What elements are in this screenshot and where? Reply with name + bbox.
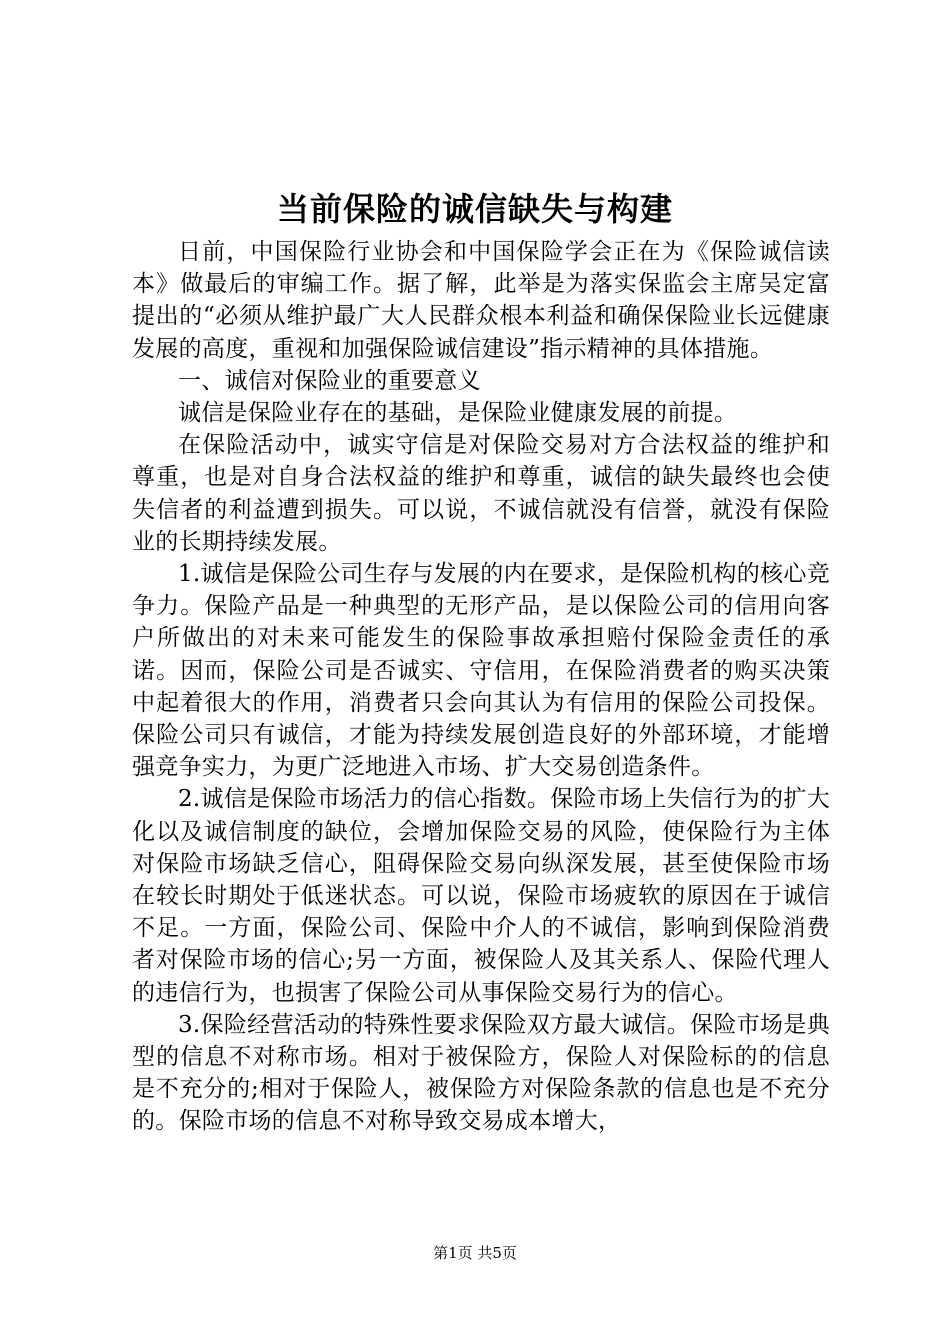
paragraph-foundation: 诚信是保险业存在的基础，是保险业健康发展的前提。	[178, 400, 738, 427]
section-heading: 一、诚信对保险业的重要意义	[178, 367, 481, 394]
paragraph-intro: 日前，中国保险行业协会和中国保险学会正在为《保险诚信读本》做最后的审编工作。据了解，此举是为落实保监会主席吴定富提出的“必须从维护最广大人民群众根本利益和确保保险业长远健康发展的高度，重视和加强保险诚信建设”指示精神的具体措施。	[132, 239, 830, 362]
paragraph-point-2: 2.诚信是保险市场活力的信心指数。保险市场上失信行为的扩大化以及诚信制度的缺位，会增加保险交易的风险，使保险行为主体对保险市场缺乏信心，阻碍保险交易向纵深发展，甚至使保险市场在较长时期处于低迷状态。可以说，保险市场疲软的原因在于诚信不足。一方面，保险公司、保险中介人的不诚信，影响到保险消费者对保险市场的信心;另一方面，被保险人及其关系人、保险代理人的违信行为，也损害了保险公司从事保险交易行为的信心。	[132, 786, 830, 1006]
paragraph-point-3: 3.保险经营活动的特殊性要求保险双方最大诚信。保险市场是典型的信息不对称市场。相对于被保险方，保险人对保险标的的信息是不充分的;相对于保险人，被保险方对保险条款的信息也是不充分的。保险市场的信息不对称导致交易成本增大，	[132, 1011, 830, 1135]
paragraph-point-1: 1.诚信是保险公司生存与发展的内在要求，是保险机构的核心竞争力。保险产品是一种典型的无形产品，是以保险公司的信用向客户所做出的对未来可能发生的保险事故承担赔付保险金责任的承诺。因而，保险公司是否诚实、守信用，在保险消费者的购买决策中起着很大的作用，消费者只会向其认为有信用的保险公司投保。保险公司只有诚信，才能为持续发展创造良好的外部环境，才能增强竞争实力，为更广泛地进入市场、扩大交易创造条件。	[132, 561, 830, 781]
page-footer: 第1页 共5页	[433, 1244, 517, 1262]
document-body	[132, 236, 830, 1138]
document-title: 当前保险的诚信缺失与构建	[276, 190, 673, 228]
paragraph-activity: 在保险活动中，诚实守信是对保险交易对方合法权益的维护和尊重，也是对自身合法权益的维护和尊重，诚信的缺失最终也会使失信者的利益遭到损失。可以说，不诚信就没有信誉，就没有保险业的长期持续发展。	[132, 432, 830, 555]
